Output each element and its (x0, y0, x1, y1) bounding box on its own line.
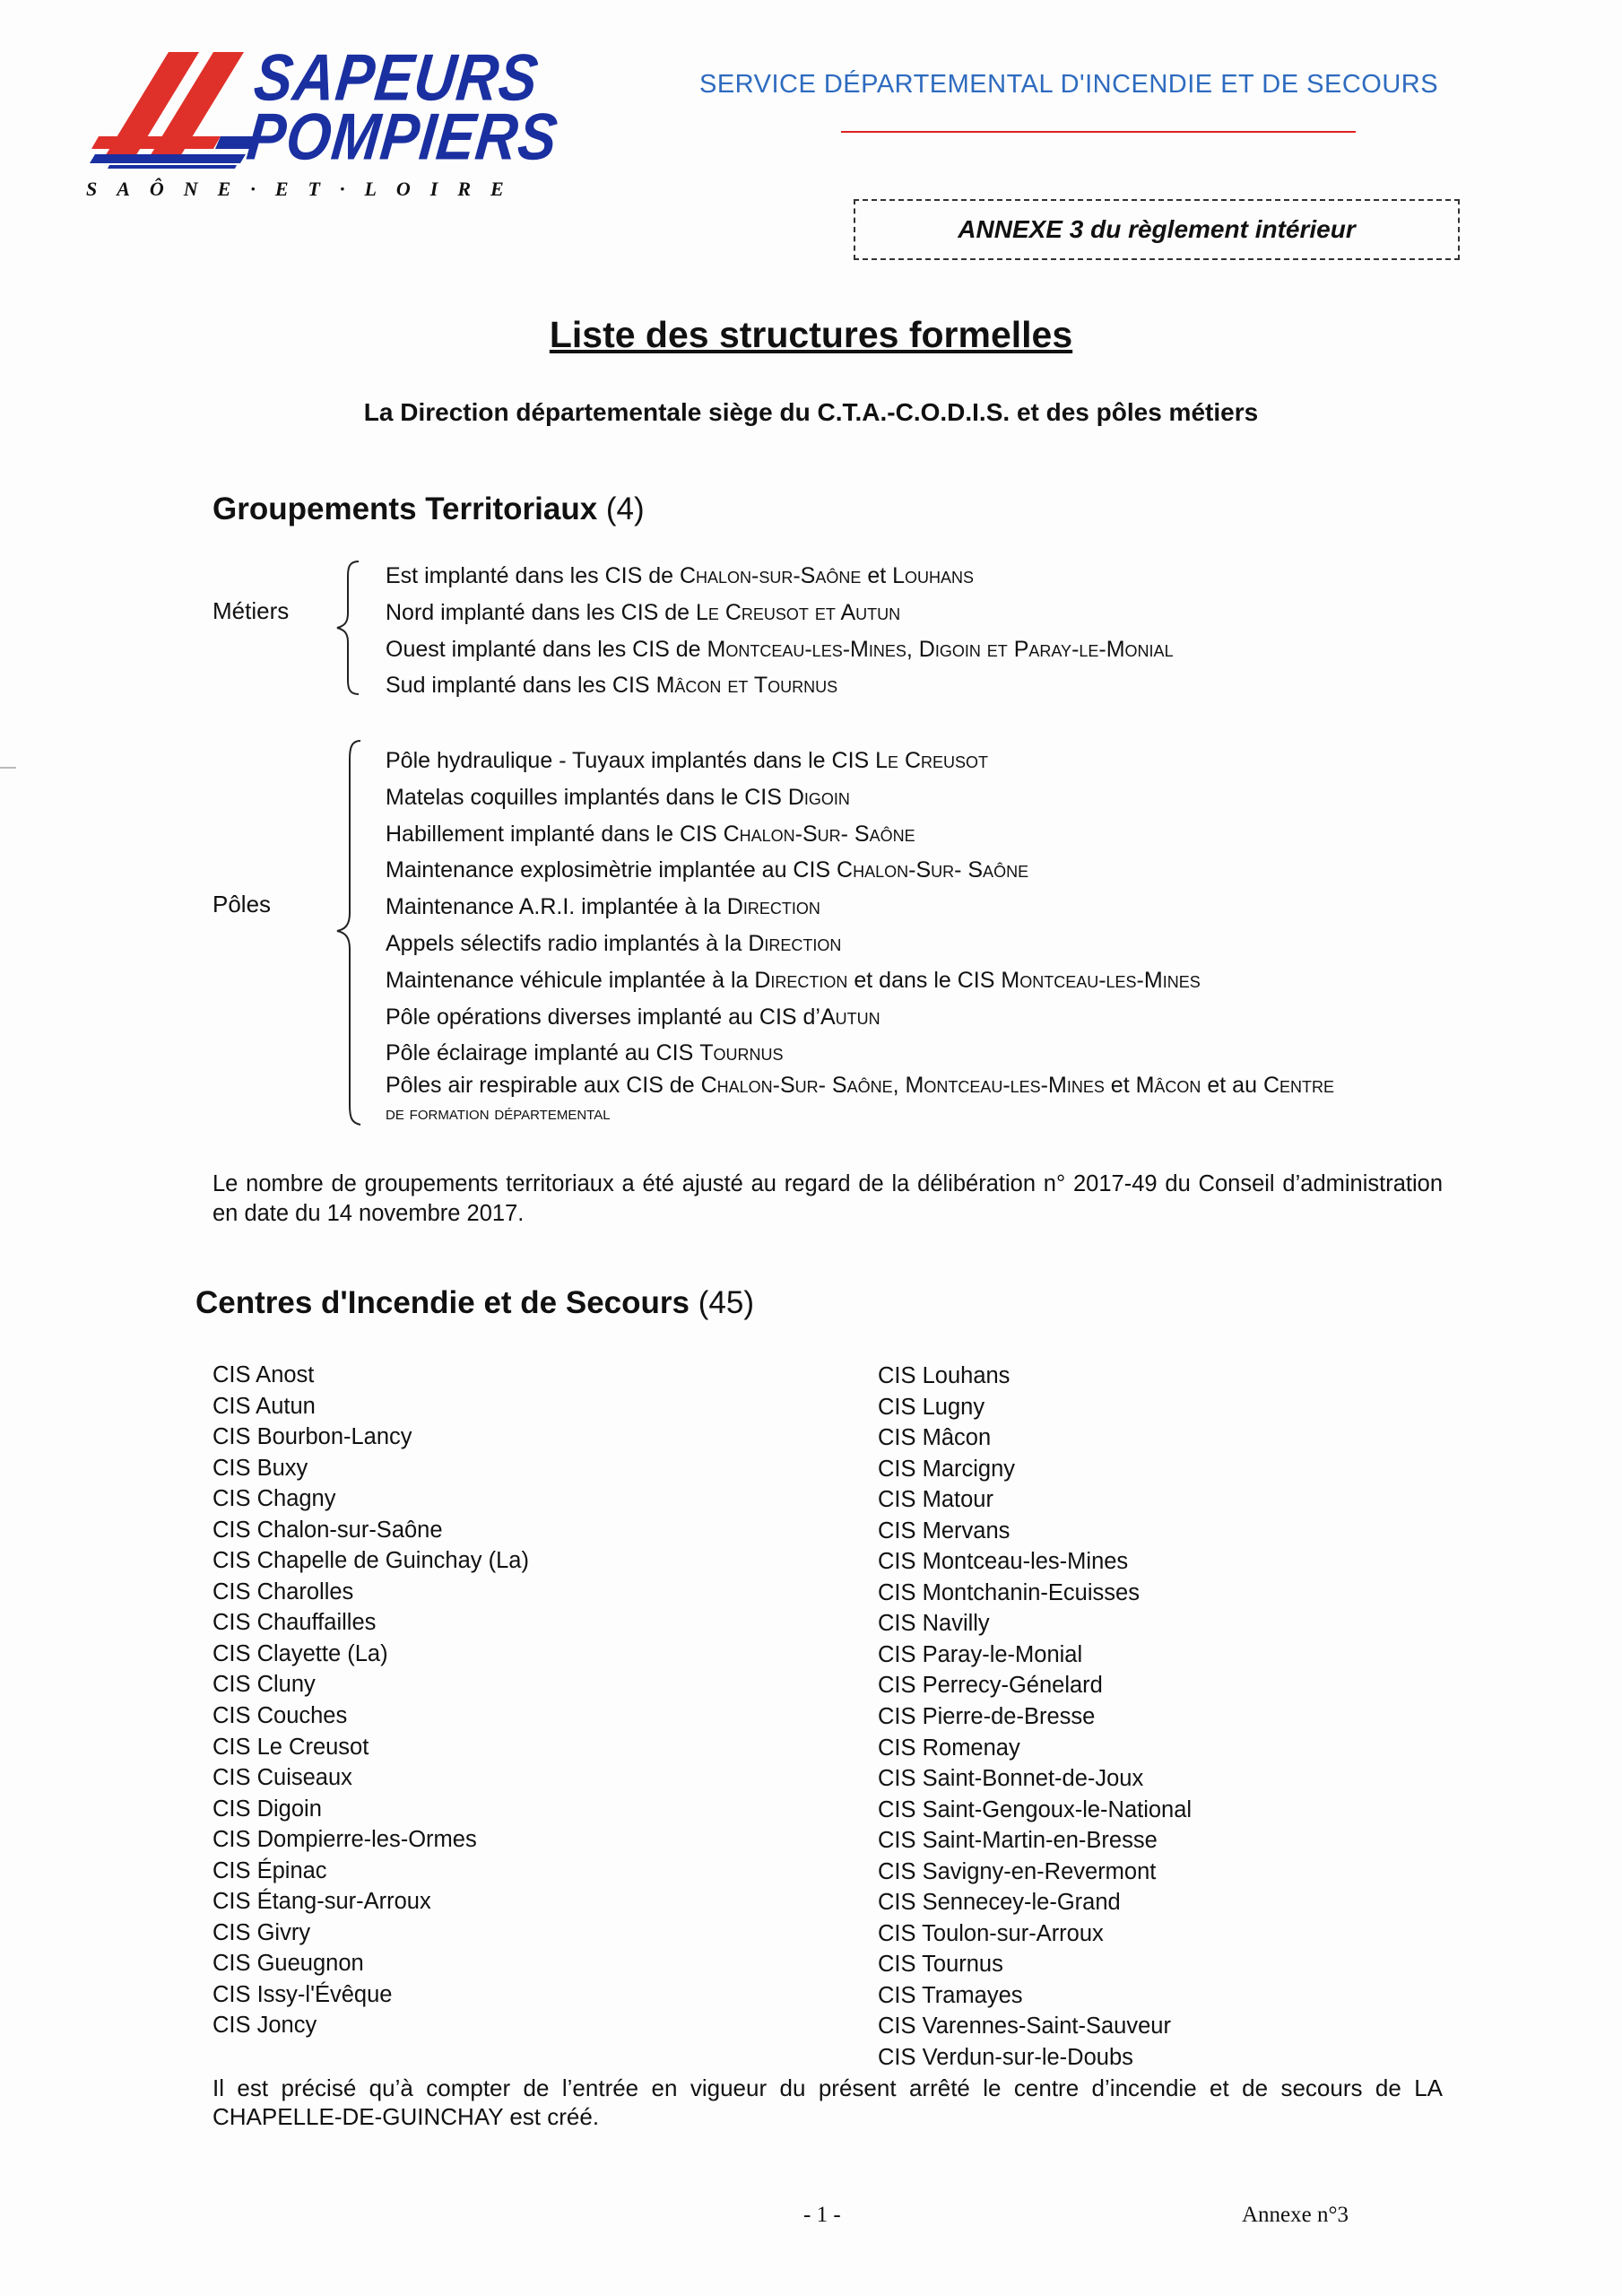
cis-item: CIS Romenay (878, 1735, 1020, 1761)
cis-item: CIS Chalon-sur-Saône (213, 1517, 443, 1543)
poles-list (386, 743, 1334, 1126)
cis-item: CIS Sennecey-le-Grand (878, 1890, 1121, 1916)
cis-item: CIS Saint-Martin-en-Bresse (878, 1828, 1158, 1854)
annex-box-label: ANNEXE 3 du règlement intérieur (958, 215, 1356, 243)
cis-item: CIS Montceau-les-Mines (878, 1549, 1129, 1575)
cis-item: CIS Givry (213, 1919, 311, 1945)
groupements-note: Le nombre de groupements territoriaux a été ajusté au regard de la délibération n° 2017-49 du Conseil d’administration en date du 14 novembre 2017. (213, 1171, 1443, 1226)
cis-item: CIS Digoin (213, 1796, 322, 1822)
margin-mark (0, 767, 16, 769)
cis-item: CIS Varennes-Saint-Sauveur (878, 2013, 1171, 2039)
centres-heading-label: Centres d'Incendie et de Secours (195, 1285, 690, 1320)
list-item: Matelas coquilles implantés dans le CIS Digoin (386, 784, 850, 810)
cis-item: CIS Marcigny (878, 1456, 1016, 1482)
cis-list-left (213, 1360, 529, 2041)
cis-item: CIS Pierre-de-Bresse (878, 1704, 1096, 1730)
cis-list-right (878, 1361, 1192, 2074)
metiers-brace (334, 558, 366, 698)
cis-item: CIS Gueugnon (213, 1951, 364, 1977)
cis-item: CIS Montchanin-Ecuisses (878, 1579, 1140, 1605)
cis-item: CIS Mervans (878, 1518, 1010, 1544)
list-item: Pôles air respirable aux CIS de Chalon-Sur- Saône, Montceau-les-Mines et Mâcon et au Centre (386, 1073, 1334, 1099)
cis-item: CIS Chagny (213, 1486, 336, 1512)
cis-item: CIS Charolles (213, 1578, 354, 1605)
metiers-label: Métiers (213, 597, 290, 624)
cis-item: CIS Saint-Gengoux-le-National (878, 1796, 1193, 1822)
list-item: Nord implanté dans les CIS de Le Creusot et Autun (386, 599, 901, 625)
list-item: Appels sélectifs radio implantés à la Direction (386, 930, 842, 956)
cis-item: CIS Chauffailles (213, 1610, 377, 1636)
cis-item: CIS Paray-le-Monial (878, 1641, 1083, 1667)
cis-item: CIS Matour (878, 1487, 993, 1513)
cis-item: CIS Clayette (La) (213, 1640, 388, 1666)
service-underline (841, 131, 1356, 133)
cis-item: CIS Issy-l'Évêque (213, 1981, 393, 2007)
page-subtitle: La Direction départementale siège du C.T.A.-C.O.D.I.S. et des pôles métiers (363, 398, 1259, 426)
sdis-logo (86, 39, 562, 204)
annex-box (854, 199, 1460, 260)
service-title: SERVICE DÉPARTEMENTAL D'INCENDIE ET DE SECOURS (699, 70, 1439, 99)
cis-item: CIS Étang-sur-Arroux (213, 1889, 431, 1915)
logo-subtitle: SAÔNE·ET·LOIRE (86, 178, 524, 200)
list-item: Ouest implanté dans les CIS de Montceau-les-Mines, Digoin et Paray-le-Monial (386, 636, 1174, 662)
list-item: Maintenance A.R.I. implantée à la Direction (386, 894, 820, 920)
cis-item: CIS Tournus (878, 1952, 1003, 1978)
cis-item: CIS Savigny-en-Revermont (878, 1858, 1157, 1884)
list-item: Pôle opérations diverses implanté au CIS d’Autun (386, 1004, 880, 1030)
cis-item: CIS Cuiseaux (213, 1765, 352, 1791)
list-item-continuation: de formation départemental (386, 1103, 611, 1125)
list-item: Maintenance véhicule implantée à la Direction et dans le CIS Montceau-les-Mines (386, 967, 1201, 993)
groupements-heading (213, 491, 645, 527)
poles-brace (334, 737, 366, 1128)
cis-item: CIS Lugny (878, 1394, 985, 1420)
cis-item: CIS Dompierre-les-Ormes (213, 1827, 477, 1853)
list-item: Habillement implanté dans le CIS Chalon-Sur- Saône (386, 821, 915, 847)
cis-item: CIS Buxy (213, 1455, 308, 1481)
cis-item: CIS Verdun-sur-le-Doubs (878, 2045, 1133, 2071)
list-item: Maintenance explosimètrie implantée au CIS Chalon-Sur- Saône (386, 857, 1029, 883)
groupements-heading-label: Groupements Territoriaux (213, 491, 598, 526)
cis-item: CIS Tramayes (878, 1982, 1023, 2008)
cis-item: CIS Toulon-sur-Arroux (878, 1920, 1104, 1946)
footer-annex-label: Annexe n°3 (1242, 2203, 1349, 2227)
centres-heading (195, 1285, 754, 1321)
cis-item: CIS Cluny (213, 1672, 316, 1698)
list-item: Pôle éclairage implanté au CIS Tournus (386, 1040, 784, 1066)
metiers-list (386, 558, 1174, 704)
groupements-count: (4) (605, 491, 645, 526)
poles-label: Pôles (213, 891, 272, 918)
cis-item: CIS Autun (213, 1393, 316, 1419)
cis-item: CIS Perrecy-Génelard (878, 1673, 1103, 1699)
list-item: Est implanté dans les CIS de Chalon-sur-Saône et Louhans (386, 563, 975, 588)
cis-item: CIS Saint-Bonnet-de-Joux (878, 1766, 1144, 1792)
cis-item: CIS Bourbon-Lancy (213, 1424, 412, 1450)
centres-count: (45) (698, 1285, 754, 1320)
cis-item: CIS Épinac (213, 1857, 327, 1883)
centres-note: Il est précisé qu’à compter de l’entrée en vigueur du présent arrêté le centre d’incendie et de secours de LA CHAPELLE-DE-GUINCHAY est créé. (213, 2074, 1443, 2130)
cis-item: CIS Louhans (878, 1363, 1010, 1388)
cis-item: CIS Chapelle de Guinchay (La) (213, 1548, 529, 1574)
cis-item: CIS Couches (213, 1703, 348, 1729)
logo-line-2: POMPIERS (243, 99, 562, 174)
list-item: Sud implanté dans les CIS Mâcon et Tournus (386, 673, 838, 699)
cis-item: CIS Le Creusot (213, 1734, 369, 1760)
page-number: - 1 - (803, 2203, 841, 2227)
cis-item: CIS Mâcon (878, 1425, 992, 1451)
logo-line-1: SAPEURS (250, 39, 542, 115)
page-title: Liste des structures formelles (549, 314, 1073, 355)
cis-item: CIS Navilly (878, 1611, 990, 1637)
cis-item: CIS Joncy (213, 2013, 317, 2039)
cis-item: CIS Anost (213, 1362, 315, 1387)
list-item: Pôle hydraulique - Tuyaux implantés dans le CIS Le Creusot (386, 748, 989, 773)
